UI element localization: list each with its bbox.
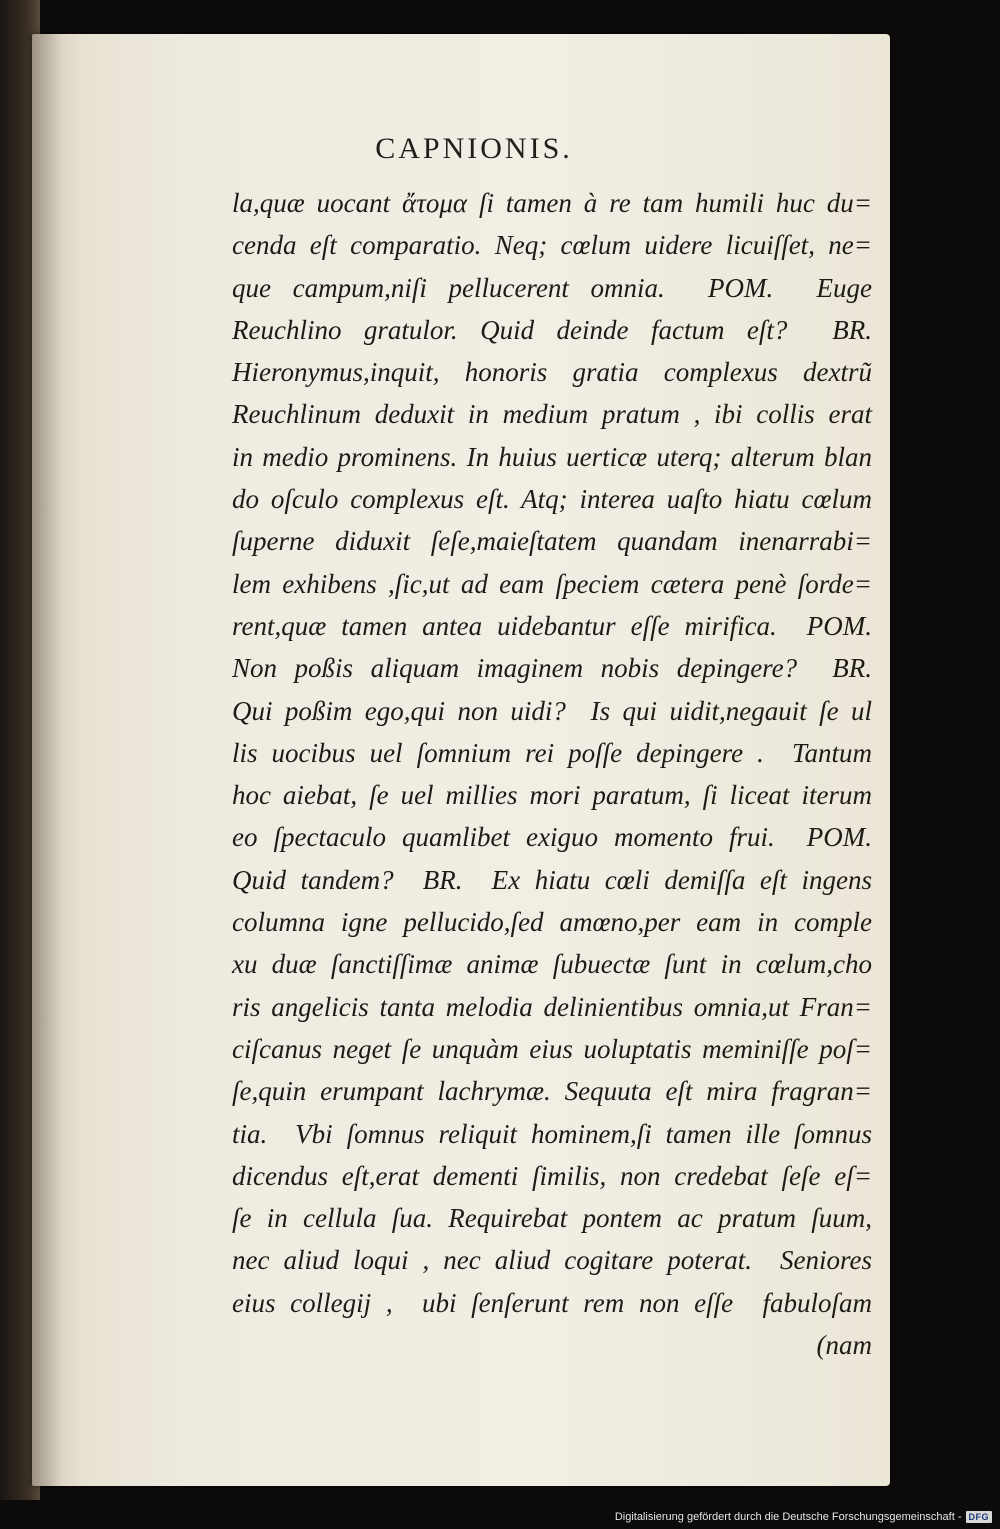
credit-text: Digitalisierung gefördert durch die Deutsche Forschungsgemeinschaft - <box>614 1511 962 1523</box>
text-line: rent,quæ tamen antea uidebantur eſſe mirifica. POM. <box>232 610 872 641</box>
text-line: do oſculo complexus eſt. Atq; interea uaſto hiatu cœlum <box>232 484 872 515</box>
page-gutter-shadow <box>32 34 62 1486</box>
text-line: ris angelicis tanta melodia delinientibus omnia,ut Fran= <box>232 991 872 1022</box>
text-line: xu duæ ſanctiſſimæ animæ ſubuectæ ſunt in cœlum,cho <box>232 949 872 980</box>
text-line: Non poßis aliquam imaginem nobis depingere? BR. <box>232 653 872 684</box>
body-text <box>232 182 882 1366</box>
text-line: lem exhibens ,ſic,ut ad eam ſpeciem cætera penè ſorde= <box>232 568 872 599</box>
text-line: Reuchlino gratulor. Quid deinde factum eſt? BR. <box>232 314 872 345</box>
text-line: tia. Vbi ſomnus reliquit hominem,ſi tamen ille ſomnus <box>232 1118 872 1149</box>
text-line: nec aliud loqui , nec aliud cogitare poterat. Seniores <box>232 1245 872 1276</box>
text-line: ſe,quin erumpant lachrymæ. Sequuta eſt mira fragran= <box>232 1076 872 1107</box>
text-line: ſe in cellula ſua. Requirebat pontem ac pratum ſuum, <box>232 1203 872 1234</box>
text-line: hoc aiebat, ſe uel millies mori paratum, ſi liceat iterum <box>232 780 872 811</box>
text-line: ſuperne diduxit ſeſe,maieſtatem quandam inenarrabi= <box>232 526 872 557</box>
text-line: eius collegij , ubi ſenſerunt rem non eſſe fabuloſam <box>232 1287 872 1318</box>
text-line: cenda eſt comparatio. Neq; cœlum uidere licuiſſet, ne= <box>232 230 872 261</box>
text-line: eo ſpectaculo quamlibet exiguo momento frui. POM. <box>232 822 872 853</box>
text-line: Reuchlinum deduxit in medium pratum , ibi collis erat <box>232 399 872 430</box>
text-line: la,quæ uocant ἄτομα ſi tamen à re tam humili huc du= <box>232 188 872 218</box>
text-line: Quid tandem? BR. Ex hiatu cœli demiſſa eſt ingens <box>232 864 872 895</box>
running-head: CAPNIONIS. <box>375 132 573 165</box>
text-line: dicendus eſt,erat dementi ſimilis, non credebat ſeſe eſ= <box>232 1160 872 1191</box>
text-line: in medio prominens. In huius uerticæ uterq; alterum blan <box>232 441 872 472</box>
dfg-logo: DFG <box>966 1511 993 1523</box>
digitization-credit <box>615 1511 992 1523</box>
text-line: Hieronymus,inquit, honoris gratia complexus dextrũ <box>232 357 872 388</box>
text-line: lis uocibus uel ſomnium rei poſſe depingere . Tantum <box>232 737 872 768</box>
book-page <box>32 34 890 1486</box>
text-line: columna igne pellucido,ſed amœno,per eam in comple <box>232 907 872 938</box>
text-line: ciſcanus neget ſe unquàm eius uoluptatis meminiſſe poſ= <box>232 1033 872 1064</box>
text-line: Qui poßim ego,qui non uidi? Is qui uidit,negauit ſe ul <box>232 695 872 726</box>
catchword: (nam <box>816 1330 872 1361</box>
text-line: que campum,niſi pellucerent omnia. POM. Euge <box>232 272 872 303</box>
